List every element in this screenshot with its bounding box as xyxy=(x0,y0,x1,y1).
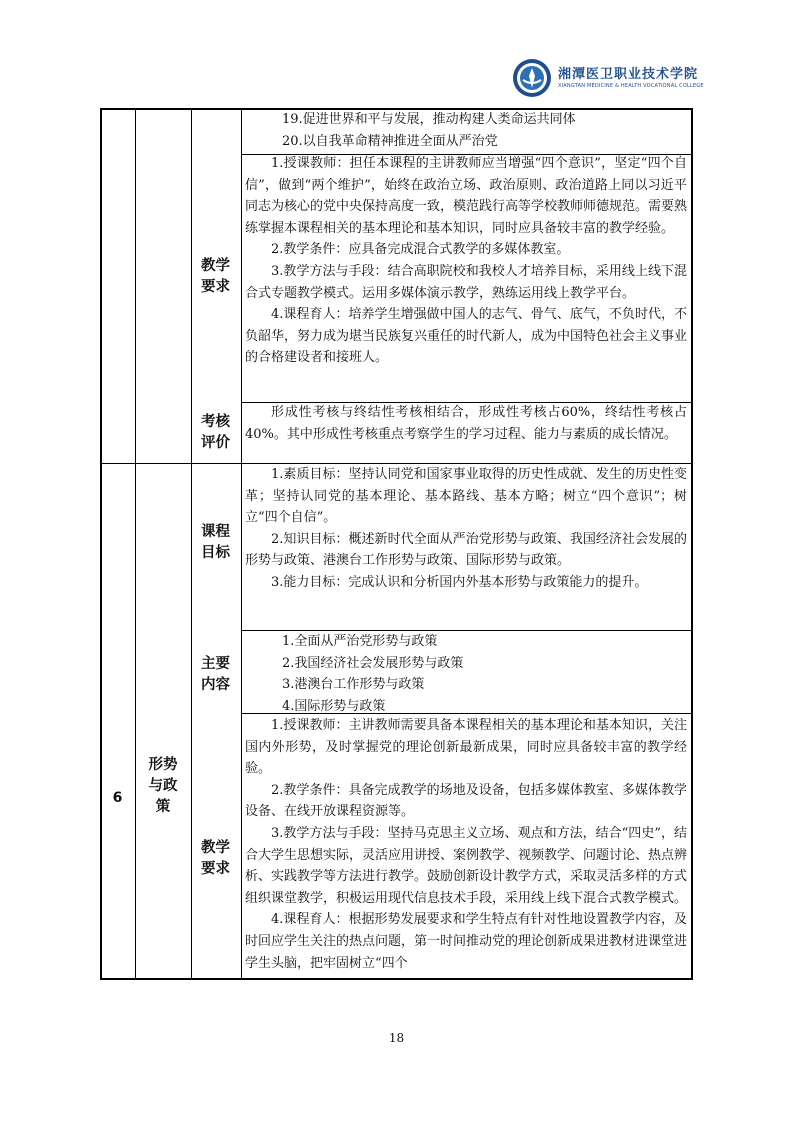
column-divider xyxy=(241,110,242,978)
assessment-label: 考核评价 xyxy=(201,414,230,451)
teaching-paragraph: 3.教学方法与手段：结合高职院校和我校人才培养目标，采用线上线下混合式专题教学模式。运用多媒体演示教学，熟练运用线上教学平台。 xyxy=(245,263,687,301)
assessment-text: 形成性考核与终结性考核相结合，形成性考核占60%，终结性考核占40%。其中形成性考核重点考察学生的学习过程、能力与素质的成长情况。 xyxy=(245,405,687,442)
teaching-requirements-label: 教学要求 xyxy=(201,258,230,295)
content-item: 4.国际形势与政策 xyxy=(282,698,386,714)
teaching-requirements-text xyxy=(245,153,687,369)
course-objectives-label: 课程目标 xyxy=(201,524,230,561)
teaching-paragraph: 3.教学方法与手段：坚持马克思主义立场、观点和方法，结合“四史”，结合大学生思想实际，灵活应用讲授、案例教学、视频教学、问题讨论、热点辨析、实践教学等方法进行教学。鼓励创新设计教学方式，采取灵活多样的方式组织课堂教学，积极运用现代信息技术手段，采用线上线下混合式教学模式。 xyxy=(245,825,688,906)
teaching-paragraph: 1.授课教师：主讲教师需要具备本课程相关的基本理论和基本知识，关注国内外形势，及时掌握党的理论创新最新成果，同时应具备较丰富的教学经验。 xyxy=(245,718,687,777)
college-name-cn: 湘潭医卫职业技术学院 xyxy=(558,66,699,82)
main-content-list xyxy=(245,631,687,717)
college-emblem-icon xyxy=(512,58,552,98)
content-item: 1.全面从严治党形势与政策 xyxy=(282,634,438,649)
content-item: 20.以自我革命精神推进全面从严治党 xyxy=(282,133,498,149)
objective-paragraph: 2.知识目标：概述新时代全面从严治党形势与政策、我国经济社会发展的形势与政策、港澳台工作形势与政策、国际形势与政策。 xyxy=(245,531,687,569)
column-divider xyxy=(135,110,136,978)
teaching-paragraph: 4.课程育人：培养学生增强做中国人的志气、骨气、底气，不负时代，不负韶华，努力成为堪当民族复兴重任的时代新人，成为中国特色社会主义事业的合格建设者和接班人。 xyxy=(245,307,688,366)
teaching-paragraph: 4.课程育人：根据形势发展要求和学生特点有针对性地设置教学内容，及时回应学生关注的热点问题，第一时间推动党的理论创新成果进教材进课堂进学生头脑，把牢固树立“四个 xyxy=(245,912,688,971)
objective-paragraph: 3.能力目标：完成认识和分析国内外基本形势与政策能力的提升。 xyxy=(271,574,648,590)
teaching-requirements-text xyxy=(245,715,687,974)
teaching-requirements-label: 教学要求 xyxy=(201,840,230,877)
teaching-paragraph: 1.授课教师：担任本课程的主讲教师应当增强“四个意识”，坚定“四个自信”，做到“两个维护”，始终在政治立场、政治原则、政治道路上同以习近平同志为核心的党中央保持高度一致，模范践行高等学校教师师德规范。需要熟练掌握本课程相关的基本理论和基本知识，同时应具备较丰富的教学经验。 xyxy=(245,156,688,236)
teaching-paragraph: 2.教学条件：具备完成教学的场地及设备，包括多媒体教室、多媒体教学设备、在线开放课程资源等。 xyxy=(245,782,687,820)
teaching-paragraph: 2.教学条件：应具备完成混合式教学的多媒体教室。 xyxy=(271,242,570,258)
course-objectives-text xyxy=(245,464,687,594)
page-number: 18 xyxy=(388,1031,405,1045)
content-item: 19.促进世界和平与发展，推动构建人类命运共同体 xyxy=(282,112,576,127)
course-name: 形势与政策 xyxy=(148,757,178,815)
objective-paragraph: 1.素质目标：坚持认同党和国家事业取得的历史性成就、发生的历史性变革；坚持认同党的基本理论、基本路线、基本方略；树立“四个意识”；树立“四个自信”。 xyxy=(245,467,687,526)
row-number: 6 xyxy=(112,790,123,806)
content-item: 3.港澳台工作形势与政策 xyxy=(282,677,425,693)
main-content-label: 主要内容 xyxy=(201,656,230,693)
content-tail-list xyxy=(245,109,687,152)
college-name-en: XIANGTAN MEDICINE & HEALTH VOCATIONAL COLLEGE xyxy=(558,82,704,89)
college-logo xyxy=(512,58,704,98)
content-item: 2.我国经济社会发展形势与政策 xyxy=(282,655,464,671)
